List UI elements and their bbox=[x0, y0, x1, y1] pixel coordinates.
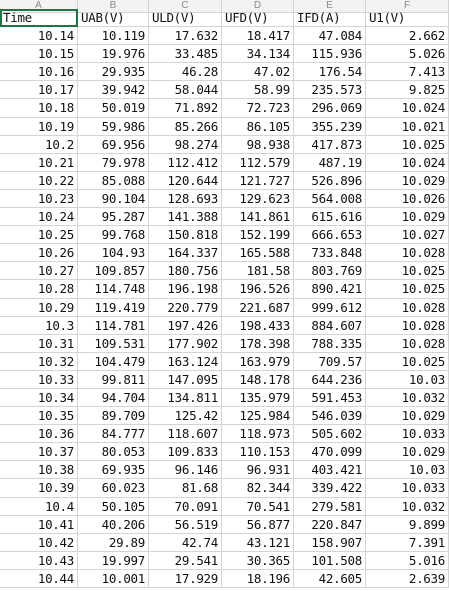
data-cell[interactable]: 10.33 bbox=[0, 371, 78, 389]
data-cell[interactable]: 59.986 bbox=[78, 118, 149, 136]
data-cell[interactable]: 71.892 bbox=[149, 99, 222, 117]
data-cell[interactable]: 10.19 bbox=[0, 118, 78, 136]
data-cell[interactable]: 104.479 bbox=[78, 353, 149, 371]
data-cell[interactable]: 10.026 bbox=[366, 190, 449, 208]
data-cell[interactable]: 10.025 bbox=[366, 280, 449, 298]
data-cell[interactable]: 10.25 bbox=[0, 226, 78, 244]
data-cell[interactable]: 10.2 bbox=[0, 136, 78, 154]
header-cell[interactable]: Time bbox=[0, 9, 78, 27]
data-cell[interactable]: 235.573 bbox=[294, 81, 366, 99]
data-cell[interactable]: 40.206 bbox=[78, 516, 149, 534]
data-cell[interactable]: 109.833 bbox=[149, 443, 222, 461]
data-cell[interactable]: 10.032 bbox=[366, 389, 449, 407]
table-row bbox=[0, 99, 449, 117]
data-cell[interactable]: 10.028 bbox=[366, 244, 449, 262]
data-cell[interactable]: 47.084 bbox=[294, 27, 366, 45]
data-cell[interactable]: 10.027 bbox=[366, 226, 449, 244]
data-cell[interactable]: 788.335 bbox=[294, 335, 366, 353]
data-cell[interactable]: 109.531 bbox=[78, 335, 149, 353]
data-cell[interactable]: 17.929 bbox=[149, 570, 222, 588]
data-cell[interactable]: 10.025 bbox=[366, 262, 449, 280]
data-cell[interactable]: 221.687 bbox=[222, 299, 294, 317]
cell-grid bbox=[0, 9, 449, 588]
data-cell[interactable]: 114.781 bbox=[78, 317, 149, 335]
data-cell[interactable]: 58.99 bbox=[222, 81, 294, 99]
data-cell[interactable]: 84.777 bbox=[78, 425, 149, 443]
data-cell[interactable]: 10.025 bbox=[366, 353, 449, 371]
data-cell[interactable]: 101.508 bbox=[294, 552, 366, 570]
data-cell[interactable]: 615.616 bbox=[294, 208, 366, 226]
data-cell[interactable]: 69.935 bbox=[78, 461, 149, 479]
data-cell[interactable]: 158.907 bbox=[294, 534, 366, 552]
table-row bbox=[0, 461, 449, 479]
column-header-c[interactable]: C bbox=[149, 0, 222, 12]
data-cell[interactable]: 98.938 bbox=[222, 136, 294, 154]
table-row bbox=[0, 317, 449, 335]
column-header-f[interactable]: F bbox=[366, 0, 449, 12]
data-cell[interactable]: 176.54 bbox=[294, 63, 366, 81]
data-cell[interactable]: 10.29 bbox=[0, 299, 78, 317]
data-cell[interactable]: 141.861 bbox=[222, 208, 294, 226]
data-cell[interactable]: 141.388 bbox=[149, 208, 222, 226]
data-cell[interactable]: 10.029 bbox=[366, 407, 449, 425]
table-row bbox=[0, 335, 449, 353]
data-cell[interactable]: 564.008 bbox=[294, 190, 366, 208]
data-cell[interactable]: 10.028 bbox=[366, 317, 449, 335]
data-cell[interactable]: 10.31 bbox=[0, 335, 78, 353]
table-row bbox=[0, 534, 449, 552]
data-cell[interactable]: 17.632 bbox=[149, 27, 222, 45]
data-cell[interactable]: 134.811 bbox=[149, 389, 222, 407]
data-cell[interactable]: 69.956 bbox=[78, 136, 149, 154]
data-cell[interactable]: 9.899 bbox=[366, 516, 449, 534]
table-row bbox=[0, 443, 449, 461]
data-cell[interactable]: 89.709 bbox=[78, 407, 149, 425]
data-cell[interactable]: 19.997 bbox=[78, 552, 149, 570]
data-cell[interactable]: 10.36 bbox=[0, 425, 78, 443]
data-cell[interactable]: 47.02 bbox=[222, 63, 294, 81]
data-cell[interactable]: 99.811 bbox=[78, 371, 149, 389]
data-cell[interactable]: 10.28 bbox=[0, 280, 78, 298]
data-cell[interactable]: 999.612 bbox=[294, 299, 366, 317]
data-cell[interactable]: 10.03 bbox=[366, 461, 449, 479]
data-cell[interactable]: 60.023 bbox=[78, 479, 149, 497]
data-cell[interactable]: 5.026 bbox=[366, 45, 449, 63]
data-cell[interactable]: 82.344 bbox=[222, 479, 294, 497]
data-cell[interactable]: 10.033 bbox=[366, 479, 449, 497]
data-cell[interactable]: 10.27 bbox=[0, 262, 78, 280]
data-cell[interactable]: 10.001 bbox=[78, 570, 149, 588]
data-cell[interactable]: 112.579 bbox=[222, 154, 294, 172]
data-cell[interactable]: 118.973 bbox=[222, 425, 294, 443]
data-cell[interactable]: 10.32 bbox=[0, 353, 78, 371]
data-cell[interactable]: 666.653 bbox=[294, 226, 366, 244]
data-cell[interactable]: 177.902 bbox=[149, 335, 222, 353]
data-cell[interactable]: 339.422 bbox=[294, 479, 366, 497]
column-header-a[interactable]: A bbox=[0, 0, 78, 12]
data-cell[interactable]: 90.104 bbox=[78, 190, 149, 208]
data-cell[interactable]: 10.028 bbox=[366, 299, 449, 317]
table-row bbox=[0, 190, 449, 208]
data-cell[interactable]: 10.032 bbox=[366, 498, 449, 516]
data-cell[interactable]: 114.748 bbox=[78, 280, 149, 298]
data-cell[interactable]: 10.028 bbox=[366, 335, 449, 353]
data-cell[interactable]: 10.21 bbox=[0, 154, 78, 172]
data-cell[interactable]: 10.029 bbox=[366, 208, 449, 226]
data-cell[interactable]: 470.099 bbox=[294, 443, 366, 461]
table-row bbox=[0, 136, 449, 154]
data-cell[interactable]: 505.602 bbox=[294, 425, 366, 443]
data-cell[interactable]: 10.39 bbox=[0, 479, 78, 497]
data-cell[interactable]: 709.57 bbox=[294, 353, 366, 371]
data-cell[interactable]: 163.979 bbox=[222, 353, 294, 371]
table-row bbox=[0, 425, 449, 443]
data-cell[interactable]: 39.942 bbox=[78, 81, 149, 99]
table-row bbox=[0, 353, 449, 371]
data-cell[interactable]: 198.433 bbox=[222, 317, 294, 335]
data-cell[interactable]: 197.426 bbox=[149, 317, 222, 335]
data-cell[interactable]: 85.088 bbox=[78, 172, 149, 190]
header-row bbox=[0, 9, 449, 27]
table-row bbox=[0, 63, 449, 81]
data-cell[interactable]: 10.22 bbox=[0, 172, 78, 190]
data-cell[interactable]: 163.124 bbox=[149, 353, 222, 371]
column-header-b[interactable]: B bbox=[78, 0, 149, 12]
data-cell[interactable]: 70.541 bbox=[222, 498, 294, 516]
data-cell[interactable]: 119.419 bbox=[78, 299, 149, 317]
data-cell[interactable]: 147.095 bbox=[149, 371, 222, 389]
table-row bbox=[0, 45, 449, 63]
data-cell[interactable]: 10.41 bbox=[0, 516, 78, 534]
data-cell[interactable]: 29.89 bbox=[78, 534, 149, 552]
data-cell[interactable]: 118.607 bbox=[149, 425, 222, 443]
table-row bbox=[0, 226, 449, 244]
data-cell[interactable]: 152.199 bbox=[222, 226, 294, 244]
data-cell[interactable]: 29.541 bbox=[149, 552, 222, 570]
data-cell[interactable]: 220.779 bbox=[149, 299, 222, 317]
data-cell[interactable]: 19.976 bbox=[78, 45, 149, 63]
data-cell[interactable]: 7.413 bbox=[366, 63, 449, 81]
header-cell[interactable]: IFD(A) bbox=[294, 9, 366, 27]
header-cell[interactable]: UAB(V) bbox=[78, 9, 149, 27]
data-cell[interactable]: 196.526 bbox=[222, 280, 294, 298]
table-row bbox=[0, 498, 449, 516]
table-row bbox=[0, 27, 449, 45]
table-row bbox=[0, 172, 449, 190]
data-cell[interactable]: 43.121 bbox=[222, 534, 294, 552]
data-cell[interactable]: 10.14 bbox=[0, 27, 78, 45]
data-cell[interactable]: 10.029 bbox=[366, 443, 449, 461]
data-cell[interactable]: 10.15 bbox=[0, 45, 78, 63]
data-cell[interactable]: 10.021 bbox=[366, 118, 449, 136]
table-row bbox=[0, 154, 449, 172]
data-cell[interactable]: 165.588 bbox=[222, 244, 294, 262]
data-cell[interactable]: 34.134 bbox=[222, 45, 294, 63]
data-cell[interactable]: 10.26 bbox=[0, 244, 78, 262]
data-cell[interactable]: 890.421 bbox=[294, 280, 366, 298]
data-cell[interactable]: 164.337 bbox=[149, 244, 222, 262]
data-cell[interactable]: 884.607 bbox=[294, 317, 366, 335]
data-cell[interactable]: 129.623 bbox=[222, 190, 294, 208]
data-cell[interactable]: 196.198 bbox=[149, 280, 222, 298]
data-cell[interactable]: 178.398 bbox=[222, 335, 294, 353]
data-cell[interactable]: 42.605 bbox=[294, 570, 366, 588]
data-cell[interactable]: 355.239 bbox=[294, 118, 366, 136]
table-row bbox=[0, 389, 449, 407]
data-cell[interactable]: 125.42 bbox=[149, 407, 222, 425]
table-row bbox=[0, 479, 449, 497]
data-cell[interactable]: 10.024 bbox=[366, 154, 449, 172]
data-cell[interactable]: 10.23 bbox=[0, 190, 78, 208]
column-header-d[interactable]: D bbox=[222, 0, 294, 12]
data-cell[interactable]: 79.978 bbox=[78, 154, 149, 172]
data-cell[interactable]: 50.105 bbox=[78, 498, 149, 516]
data-cell[interactable]: 220.847 bbox=[294, 516, 366, 534]
data-cell[interactable]: 58.044 bbox=[149, 81, 222, 99]
data-cell[interactable]: 279.581 bbox=[294, 498, 366, 516]
data-cell[interactable]: 50.019 bbox=[78, 99, 149, 117]
data-cell[interactable]: 10.17 bbox=[0, 81, 78, 99]
data-cell[interactable]: 10.033 bbox=[366, 425, 449, 443]
data-cell[interactable]: 10.024 bbox=[366, 99, 449, 117]
table-row bbox=[0, 244, 449, 262]
data-cell[interactable]: 526.896 bbox=[294, 172, 366, 190]
data-cell[interactable]: 115.936 bbox=[294, 45, 366, 63]
table-row bbox=[0, 570, 449, 588]
data-cell[interactable]: 10.38 bbox=[0, 461, 78, 479]
data-cell[interactable]: 96.931 bbox=[222, 461, 294, 479]
data-cell[interactable]: 10.3 bbox=[0, 317, 78, 335]
data-cell[interactable]: 29.935 bbox=[78, 63, 149, 81]
data-cell[interactable]: 98.274 bbox=[149, 136, 222, 154]
data-cell[interactable]: 10.18 bbox=[0, 99, 78, 117]
data-cell[interactable]: 56.877 bbox=[222, 516, 294, 534]
data-cell[interactable]: 56.519 bbox=[149, 516, 222, 534]
data-cell[interactable]: 10.4 bbox=[0, 498, 78, 516]
column-header-e[interactable]: E bbox=[294, 0, 366, 12]
data-cell[interactable]: 10.42 bbox=[0, 534, 78, 552]
data-cell[interactable]: 5.016 bbox=[366, 552, 449, 570]
data-cell[interactable]: 10.43 bbox=[0, 552, 78, 570]
data-cell[interactable]: 417.873 bbox=[294, 136, 366, 154]
data-cell[interactable]: 125.984 bbox=[222, 407, 294, 425]
data-cell[interactable]: 150.818 bbox=[149, 226, 222, 244]
data-cell[interactable]: 296.069 bbox=[294, 99, 366, 117]
data-cell[interactable]: 403.421 bbox=[294, 461, 366, 479]
table-row bbox=[0, 516, 449, 534]
data-cell[interactable]: 72.723 bbox=[222, 99, 294, 117]
data-cell[interactable]: 81.68 bbox=[149, 479, 222, 497]
data-cell[interactable]: 7.391 bbox=[366, 534, 449, 552]
data-cell[interactable]: 86.105 bbox=[222, 118, 294, 136]
table-row bbox=[0, 280, 449, 298]
data-cell[interactable]: 591.453 bbox=[294, 389, 366, 407]
data-cell[interactable]: 2.662 bbox=[366, 27, 449, 45]
table-row bbox=[0, 262, 449, 280]
data-cell[interactable]: 803.769 bbox=[294, 262, 366, 280]
data-cell[interactable]: 70.091 bbox=[149, 498, 222, 516]
data-cell[interactable]: 94.704 bbox=[78, 389, 149, 407]
data-cell[interactable]: 644.236 bbox=[294, 371, 366, 389]
header-cell[interactable]: ULD(V) bbox=[149, 9, 222, 27]
data-cell[interactable]: 733.848 bbox=[294, 244, 366, 262]
data-cell[interactable]: 85.266 bbox=[149, 118, 222, 136]
data-cell[interactable]: 10.35 bbox=[0, 407, 78, 425]
table-row bbox=[0, 208, 449, 226]
header-cell[interactable]: UFD(V) bbox=[222, 9, 294, 27]
table-row bbox=[0, 299, 449, 317]
data-cell[interactable]: 546.039 bbox=[294, 407, 366, 425]
data-cell[interactable]: 181.58 bbox=[222, 262, 294, 280]
data-cell[interactable]: 10.025 bbox=[366, 136, 449, 154]
data-cell[interactable]: 109.857 bbox=[78, 262, 149, 280]
data-cell[interactable]: 42.74 bbox=[149, 534, 222, 552]
data-cell[interactable]: 10.03 bbox=[366, 371, 449, 389]
data-cell[interactable]: 10.119 bbox=[78, 27, 149, 45]
data-cell[interactable]: 10.24 bbox=[0, 208, 78, 226]
data-cell[interactable]: 80.053 bbox=[78, 443, 149, 461]
data-cell[interactable]: 180.756 bbox=[149, 262, 222, 280]
data-cell[interactable]: 10.34 bbox=[0, 389, 78, 407]
data-cell[interactable]: 18.417 bbox=[222, 27, 294, 45]
data-cell[interactable]: 10.16 bbox=[0, 63, 78, 81]
data-cell[interactable]: 148.178 bbox=[222, 371, 294, 389]
data-cell[interactable]: 120.644 bbox=[149, 172, 222, 190]
data-cell[interactable]: 96.146 bbox=[149, 461, 222, 479]
data-cell[interactable]: 30.365 bbox=[222, 552, 294, 570]
data-cell[interactable]: 18.196 bbox=[222, 570, 294, 588]
data-cell[interactable]: 487.19 bbox=[294, 154, 366, 172]
data-cell[interactable]: 9.825 bbox=[366, 81, 449, 99]
data-cell[interactable]: 128.693 bbox=[149, 190, 222, 208]
data-cell[interactable]: 10.44 bbox=[0, 570, 78, 588]
table-row bbox=[0, 371, 449, 389]
data-cell[interactable]: 10.37 bbox=[0, 443, 78, 461]
data-cell[interactable]: 110.153 bbox=[222, 443, 294, 461]
table-row bbox=[0, 552, 449, 570]
header-cell[interactable]: U1(V) bbox=[366, 9, 449, 27]
table-row bbox=[0, 81, 449, 99]
data-cell[interactable]: 46.28 bbox=[149, 63, 222, 81]
data-cell[interactable]: 2.639 bbox=[366, 570, 449, 588]
data-cell[interactable]: 10.029 bbox=[366, 172, 449, 190]
data-cell[interactable]: 95.287 bbox=[78, 208, 149, 226]
data-cell[interactable]: 99.768 bbox=[78, 226, 149, 244]
data-cell[interactable]: 33.485 bbox=[149, 45, 222, 63]
data-cell[interactable]: 135.979 bbox=[222, 389, 294, 407]
table-row bbox=[0, 407, 449, 425]
data-cell[interactable]: 112.412 bbox=[149, 154, 222, 172]
data-cell[interactable]: 121.727 bbox=[222, 172, 294, 190]
table-row bbox=[0, 118, 449, 136]
data-cell[interactable]: 104.93 bbox=[78, 244, 149, 262]
